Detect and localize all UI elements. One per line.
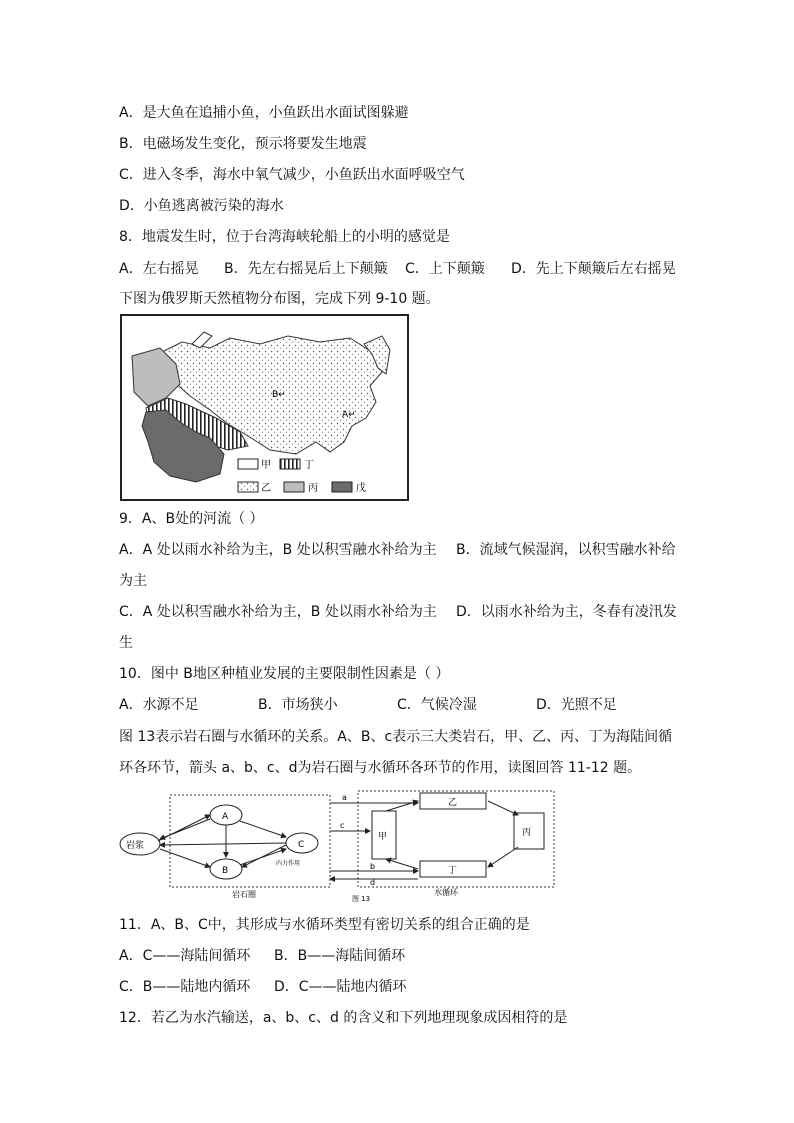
bing-label: 丙 <box>522 828 532 838</box>
fig13-intro-line2: 环各环节，箭头 a、b、c、d为岩石圈与水循环各环节的作用，读图回答 11-12 题。 <box>119 760 642 776</box>
question-10: 10．图中 B地区种植业发展的主要限制性因素是（ ） <box>119 666 450 682</box>
q8-option-b: B．先左右摇晃后上下颠簸 <box>224 261 388 277</box>
rock-b-label: B <box>222 866 229 876</box>
legend-bing-label: 丙 <box>308 483 318 494</box>
q11-option-a: A．C——海陆间循环 <box>119 948 251 964</box>
q7-option-a: A．是大鱼在追捕小鱼，小鱼跃出水面试图躲避 <box>119 105 409 121</box>
legend-yi-label: 乙 <box>261 483 271 494</box>
water-cycle-caption: 水循环 <box>434 888 458 897</box>
arrow-a-label: a <box>342 793 347 802</box>
fig13-intro-line1: 图 13表示岩石圈与水循环的关系。A、B、c表示三大类岩石，甲、乙、丙、丁为海陆间循 <box>119 729 673 745</box>
legend-ding-label: 丁 <box>304 460 314 471</box>
jia-label: 甲 <box>378 832 388 842</box>
map-label-b: B↵ <box>272 390 286 400</box>
rock-c-label: C <box>298 840 305 850</box>
q9-option-a: A．A 处以雨水补给为主，B 处以积雪融水补给为主 <box>119 542 437 558</box>
q10-option-d: D．光照不足 <box>536 697 617 713</box>
rock-sphere-caption: 岩石圈 <box>232 890 256 899</box>
legend-jia-label: 甲 <box>261 460 271 471</box>
question-11: 11．A、B、C中，其形成与水循环类型有密切关系的组合正确的是 <box>119 917 530 933</box>
q9-option-b-continued: 为主 <box>119 573 147 589</box>
arrow-b-label: b <box>370 862 376 871</box>
question-9: 9．A、B处的河流（ ） <box>119 511 264 527</box>
russia-vegetation-map <box>120 314 410 506</box>
internal-force-label: 内力作用 <box>276 860 301 867</box>
arrow-c-label: c <box>340 821 345 830</box>
ding-label: 丁 <box>448 866 458 876</box>
q8-option-a: A．左右摇晃 <box>119 261 199 277</box>
yi-label: 乙 <box>448 798 458 808</box>
map-label-a: A↵ <box>342 410 356 420</box>
q9-option-d: D．以雨水补给为主，冬春有凌汛发 <box>456 604 677 620</box>
q11-option-b: B．B——海陆间循环 <box>274 948 406 964</box>
arrow-d-label: d <box>370 878 376 887</box>
legend-wu-label: 戊 <box>356 483 366 494</box>
question-12: 12．若乙为水汽输送，a、b、c、d 的含义和下列地理现象成因相符的是 <box>119 1010 568 1026</box>
q7-option-d: D．小鱼逃离被污染的海水 <box>119 198 284 214</box>
figure-13 <box>118 785 560 907</box>
q10-option-a: A．水源不足 <box>119 697 199 713</box>
q8-option-c: C．上下颠簸 <box>405 261 485 277</box>
q7-option-b: B．电磁场发生变化，预示将要发生地震 <box>119 136 367 152</box>
rock-a-label: A <box>222 812 229 822</box>
q11-option-c: C．B——陆地内循环 <box>119 979 251 995</box>
map-intro: 下图为俄罗斯天然植物分布图，完成下列 9-10 题。 <box>119 291 440 307</box>
magma-label: 岩浆 <box>126 841 145 851</box>
q10-option-b: B．市场狭小 <box>258 697 338 713</box>
q9-option-c: C．A 处以积雪融水补给为主，B 处以雨水补给为主 <box>119 604 437 620</box>
question-8: 8．地震发生时，位于台湾海峡轮船上的小明的感觉是 <box>119 229 450 245</box>
q9-option-d-continued: 生 <box>119 635 133 651</box>
figure-13-caption: 图 13 <box>352 895 371 903</box>
q10-option-c: C．气候冷湿 <box>397 697 477 713</box>
q9-option-b: B．流域气候湿润，以积雪融水补给 <box>456 542 676 558</box>
q7-option-c: C．进入冬季，海水中氧气减少，小鱼跃出水面呼吸空气 <box>119 167 465 183</box>
q11-option-d: D．C——陆地内循环 <box>274 979 407 995</box>
q8-option-d: D．先上下颠簸后左右摇晃 <box>511 261 676 277</box>
